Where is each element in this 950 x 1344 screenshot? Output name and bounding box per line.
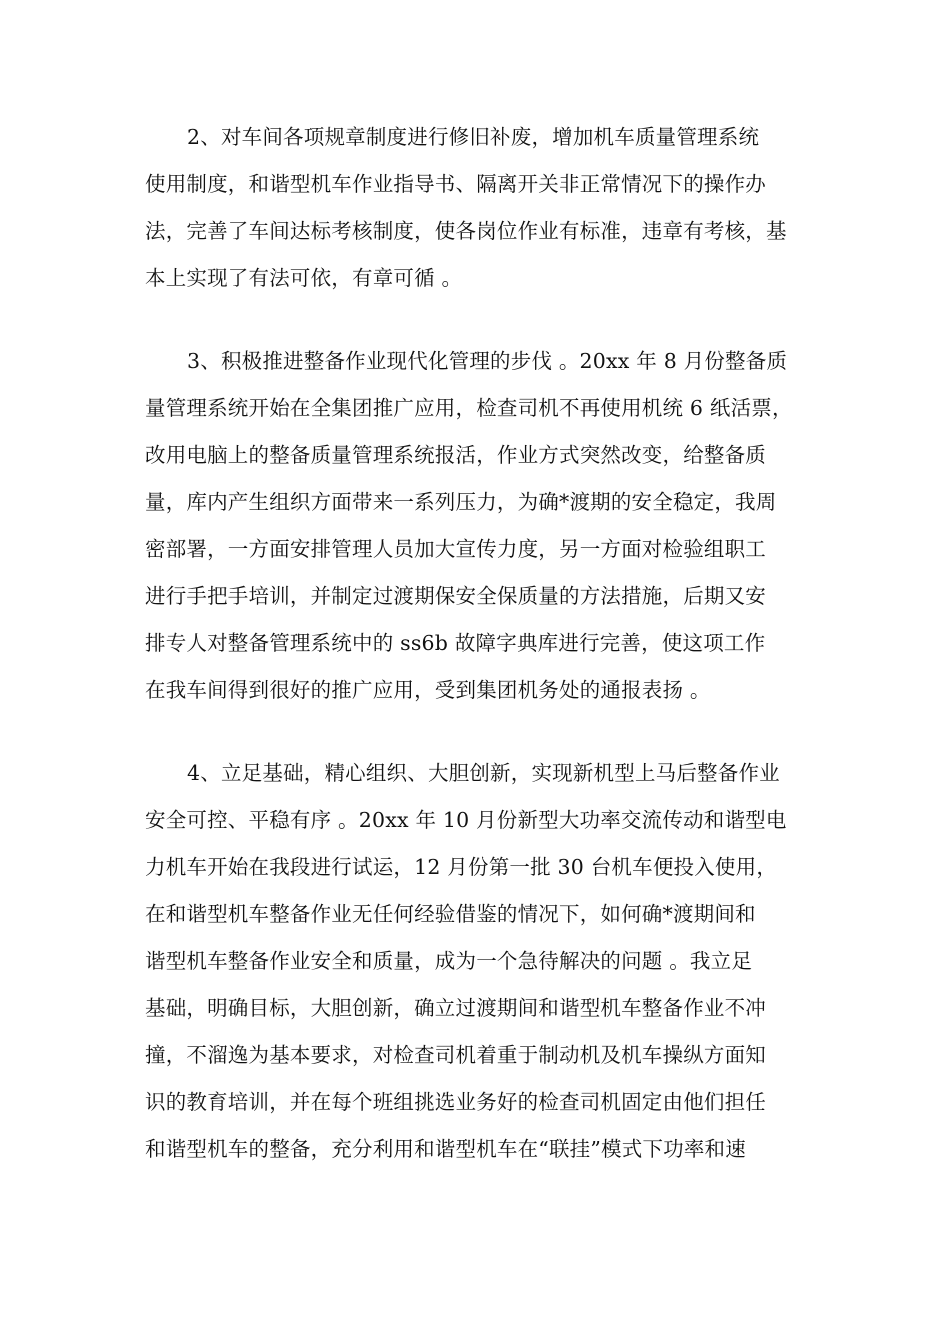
text-line: 进行手把手培训，并制定过渡期保安全保质量的方法措施，后期又安 bbox=[145, 584, 766, 608]
text-line: 排专人对整备管理系统中的 ss6b 故障字典库进行完善，使这项工作 bbox=[145, 631, 766, 655]
paragraph-4 bbox=[145, 750, 810, 1173]
text-line: 基础，明确目标，大胆创新，确立过渡期间和谐型机车整备作业不冲 bbox=[145, 996, 766, 1020]
text-line: 本上实现了有法可依，有章可循 。 bbox=[145, 266, 463, 290]
text-line: 安全可控、平稳有序 。20xx 年 10 月份新型大功率交流传动和谐型电 bbox=[145, 808, 787, 832]
text-line: 识的教育培训，并在每个班组挑选业务好的检查司机固定由他们担任 bbox=[145, 1090, 766, 1114]
paragraph-3 bbox=[145, 338, 810, 714]
text-line: 量管理系统开始在全集团推广应用，检查司机不再使用机统 6 纸活票， bbox=[145, 396, 793, 420]
text-line: 和谐型机车的整备，充分利用和谐型机车在“联挂”模式下功率和速 bbox=[145, 1137, 746, 1161]
text-line: 在我车间得到很好的推广应用，受到集团机务处的通报表扬 。 bbox=[145, 678, 711, 702]
text-line: 法，完善了车间达标考核制度，使各岗位作业有标准，违章有考核，基 bbox=[145, 219, 787, 243]
document-body bbox=[145, 114, 810, 1209]
text-line: 3、积极推进整备作业现代化管理的步伐 。20xx 年 8 月份整备质 bbox=[187, 349, 788, 373]
text-line: 量，库内产生组织方面带来一系列压力，为确*渡期的安全稳定，我周 bbox=[145, 490, 777, 514]
paragraph-2 bbox=[145, 114, 810, 302]
text-line: 改用电脑上的整备质量管理系统报活，作业方式突然改变，给整备质 bbox=[145, 443, 766, 467]
text-line: 密部署，一方面安排管理人员加大宣传力度，另一方面对检验组职工 bbox=[145, 537, 766, 561]
text-line: 2、对车间各项规章制度进行修旧补废，增加机车质量管理系统 bbox=[187, 125, 760, 149]
text-line: 谐型机车整备作业安全和质量，成为一个急待解决的问题 。我立足 bbox=[145, 949, 753, 973]
text-line: 撞，不溜逸为基本要求，对检查司机着重于制动机及机车操纵方面知 bbox=[145, 1043, 766, 1067]
text-line: 4、立足基础，精心组织、大胆创新，实现新机型上马后整备作业 bbox=[187, 761, 780, 785]
text-line: 在和谐型机车整备作业无任何经验借鉴的情况下，如何确*渡期间和 bbox=[145, 902, 756, 926]
text-line: 力机车开始在我段进行试运，12 月份第一批 30 台机车便投入使用， bbox=[145, 855, 778, 879]
text-line: 使用制度，和谐型机车作业指导书、隔离开关非正常情况下的操作办 bbox=[145, 172, 766, 196]
